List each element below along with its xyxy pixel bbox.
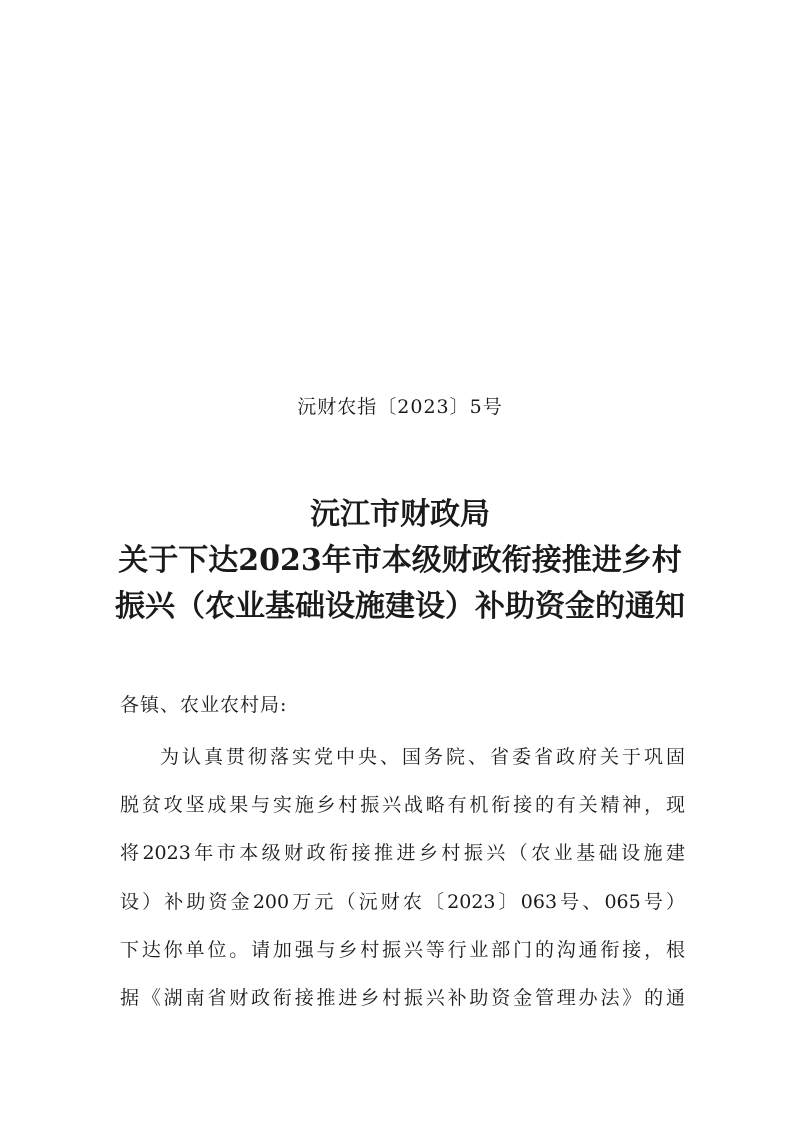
body-line: 为认真贯彻落实党中央、国务院、省委省政府关于巩固 [160, 746, 685, 768]
title-line-issuer: 沅江市财政局 [310, 497, 490, 532]
document-title [100, 492, 700, 630]
body-line: 下达你单位。请加强与乡村振兴等行业部门的沟通衔接，根 [120, 938, 685, 961]
body-line: 脱贫攻坚成果与实施乡村振兴战略有机衔接的有关精神，现 [120, 794, 685, 817]
title-line-subject-1: 关于下达2023年市本级财政衔接推进乡村 [118, 543, 682, 578]
title-line-subject-2: 振兴（农业基础设施建设）补助资金的通知 [115, 589, 685, 624]
addressee: 各镇、农业农村局: [120, 694, 288, 716]
body-line: 据《湖南省财政衔接推进乡村振兴补助资金管理办法》的通 [120, 987, 685, 1010]
body-line: 设）补助资金200万元（沅财农〔2023〕063号、065号） [120, 890, 685, 913]
body-paragraph [120, 733, 685, 1022]
body-line: 将2023年市本级财政衔接推进乡村振兴（农业基础设施建 [120, 842, 685, 865]
document-number: 沅财农指〔2023〕5号 [297, 396, 503, 418]
